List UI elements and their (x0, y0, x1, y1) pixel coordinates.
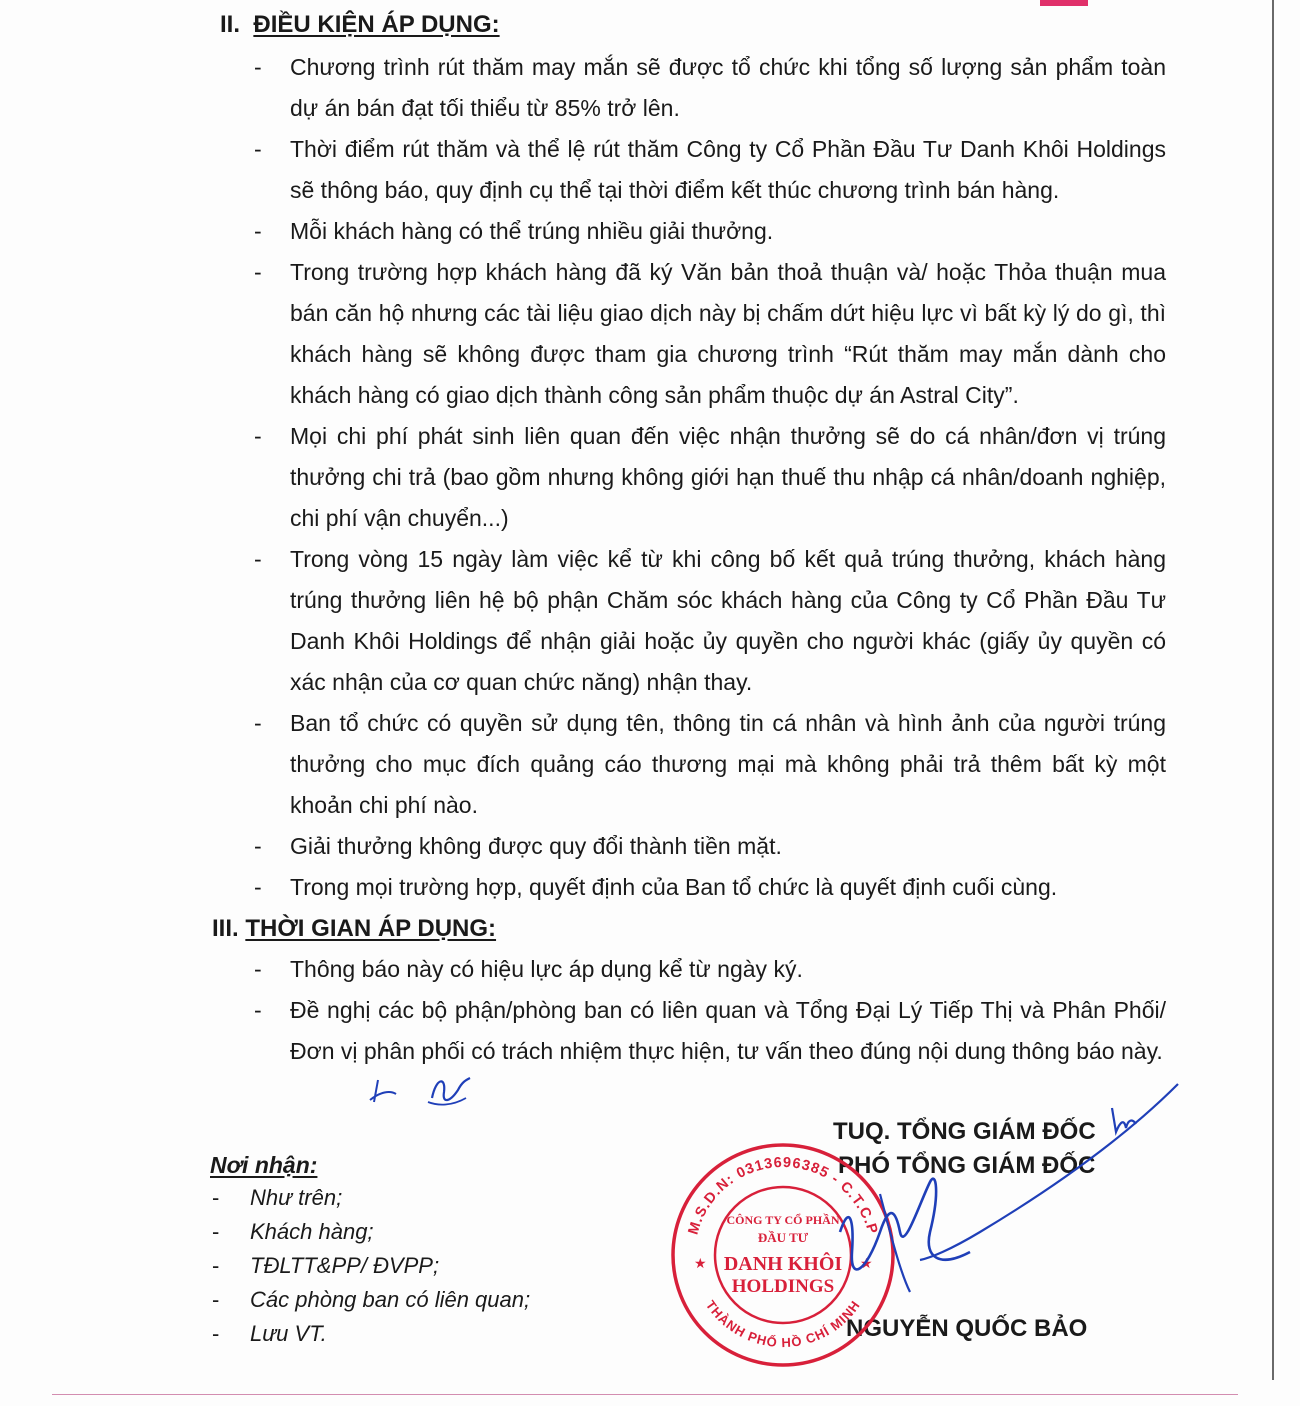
item-text: Mỗi khách hàng có thể trúng nhiều giải thưởng. (290, 218, 774, 244)
svg-text:★: ★ (694, 1256, 707, 1272)
signatory-name: NGUYỄN QUỐC BẢO (846, 1315, 1088, 1342)
signatory-title-2: PHÓ TỔNG GIÁM ĐỐC (838, 1152, 1096, 1179)
page-edge-line (1272, 0, 1274, 1380)
item-text: Đề nghị các bộ phận/phòng ban có liên quan và Tổng Đại Lý Tiếp Thị và Phân Phối/ Đơn vị phân phối có trách nhiệm thực hiện, tư vấn theo đúng nội dung thông báo này. (290, 997, 1166, 1064)
director-signature (780, 1082, 1190, 1312)
item-text: Thông báo này có hiệu lực áp dụng kể từ ngày ký. (290, 956, 803, 982)
section-3-heading (212, 914, 496, 944)
stamp-inner-line-4: HOLDINGS (731, 1276, 835, 1297)
item-text: Thời điểm rút thăm và thể lệ rút thăm Công ty Cổ Phần Đầu Tư Danh Khôi Holdings sẽ thông báo, quy định cụ thể tại thời điểm kết thúc chương trình bán hàng. (290, 136, 1166, 203)
item-text: Mọi chi phí phát sinh liên quan đến việc nhận thưởng sẽ do cá nhân/đơn vị trúng thưởng chi trả (bao gồm nhưng không giới hạn thuế thu nhập cá nhân/doanh nghiệp, chi phí vận chuyển...) (290, 423, 1166, 531)
item-text: Ban tổ chức có quyền sử dụng tên, thông tin cá nhân và hình ảnh của người trúng thưởng cho mục đích quảng cáo thương mại mà không phải trả thêm bất kỳ một khoản chi phí nào. (290, 710, 1166, 818)
section-3-title: THỜI GIAN ÁP DỤNG: (245, 915, 497, 942)
section-2-title: ĐIỀU KIỆN ÁP DỤNG: (253, 11, 500, 38)
recipients-title: Nơi nhận: (210, 1152, 318, 1178)
item-text: Giải thưởng không được quy đổi thành tiền mặt. (290, 833, 782, 859)
svg-text:★: ★ (860, 1256, 873, 1272)
stamp-inner-line-1: CÔNG TY CỔ PHẦN (726, 1213, 840, 1227)
document-page: II. ĐIỀU KIỆN ÁP DỤNG: - Chương trình rút thăm may mắn sẽ được tổ chức khi tổng số lượng sản phẩm toàn dự án bán đạt tối thiểu từ 85% trở lên. - Thời điểm rút thăm và thể lệ rút thăm Công ty Cổ Phần Đầu Tư Danh Khôi Holdings sẽ thông báo, quy định cụ thể tại thời điểm kết thúc chương trình bán hàng. - Mỗi khách hàng có thể trúng nhiều giải thưởng. - Trong trường hợp khách hàng đã ký Văn bản thoả thuận và/ hoặc Thỏa thuận mua bán căn hộ nhưng các tài liệu giao dịch này bị chấm dứt hiệu lực vì bất kỳ lý do gì, thì khách hàng sẽ không được tham gia chương trình “Rút thăm may mắn dành cho khách hàng có giao dịch thành công sản phẩm thuộc dự án Astral City”. - Mọi chi phí phát sinh liên quan đến việc nhận thưởng sẽ do cá nhân/đơn vị trúng thưởng chi trả (bao gồm nhưng không giới hạn thuế thu nhập cá nhân/doanh nghiệp, chi phí vận chuyển...) - Trong vòng 15 ngày làm việc kể từ khi công bố kết quả trúng thưởng, khách hàng trúng thưởng liên hệ bộ phận Chăm sóc khách hàng của Công ty Cổ Phần Đầu Tư Danh Khôi Holdings để nhận giải hoặc ủy quyền cho người khác (giấy ủy quyền có xác nhận của cơ quan chức năng) nhận thay. - Ban tổ chức có quyền sử dụng tên, thông tin cá nhân và hình ảnh của người trúng thưởng cho mục đích quảng cáo thương mại mà không phải trả thêm bất kỳ một khoản chi phí nào. - Giải thưởng không được quy đổi thành tiền mặt. - Trong mọi trường hợp, quyết định của Ban tổ chức là quyết định cuối cùng. III. THỜI GIAN ÁP DỤNG: - Thông báo này có hiệu lực áp dụng kể từ ngày ký. - Đề nghị các bộ phận/phòng ban có liên quan và Tổng Đại Lý Tiếp Thị và Phân Phối/ Đơn vị phân phối có trách nhiệm thực hiện, tư vấn theo đúng nội dung thông báo này. Nơi nhận: - Như trên; - Khách hàng; - TĐLTT&PP/ ĐVPP; - Các phòng ban có liên quan; - Lưu VT. TUQ. TỔNG GIÁM ĐỐC PHÓ TỔNG GIÁM ĐỐC NGUYỄN QUỐC BẢO M.S.D.N: 0313696385 - C.T.C.P THÀNH PHỐ HỒ CHÍ MINH ★ ★ CÔNG TY CỔ PHẦN ĐẦU TƯ DANH KHÔI HOLDINGS (0, 0, 1300, 1406)
signatory-title-1: TUQ. TỔNG GIÁM ĐỐC (833, 1118, 1096, 1145)
initials-signature (366, 1072, 482, 1110)
header-accent-bar (1040, 0, 1088, 6)
stamp-ring-text: M.S.D.N: 0313696385 - C.T.C.P (685, 1154, 881, 1237)
item-text: Trong trường hợp khách hàng đã ký Văn bản thoả thuận và/ hoặc Thỏa thuận mua bán căn hộ nhưng các tài liệu giao dịch này bị chấm dứt hiệu lực vì bất kỳ lý do gì, thì khách hàng sẽ không được tham gia chương trình “Rút thăm may mắn dành cho khách hàng có giao dịch thành công sản phẩm thuộc dự án Astral City”. (290, 259, 1166, 408)
item-text: Trong vòng 15 ngày làm việc kể từ khi công bố kết quả trúng thưởng, khách hàng trúng thưởng liên hệ bộ phận Chăm sóc khách hàng của Công ty Cổ Phần Đầu Tư Danh Khôi Holdings để nhận giải hoặc ủy quyền cho người khác (giấy ủy quyền có xác nhận của cơ quan chức năng) nhận thay. (290, 546, 1166, 695)
section-2-number: II. (220, 11, 241, 38)
footer-line (52, 1394, 1238, 1395)
section-3-number: III. (212, 915, 239, 942)
item-text: Trong mọi trường hợp, quyết định của Ban tổ chức là quyết định cuối cùng. (290, 874, 1058, 900)
stamp-inner-line-2: ĐẦU TƯ (757, 1230, 809, 1245)
item-text: Chương trình rút thăm may mắn sẽ được tổ chức khi tổng số lượng sản phẩm toàn dự án bán đạt tối thiểu từ 85% trở lên. (290, 54, 1166, 121)
stamp-inner-line-3: DANH KHÔI (723, 1253, 843, 1275)
section-2-heading (220, 10, 500, 40)
stamp-bottom-text: THÀNH PHỐ HỒ CHÍ MINH (702, 1297, 864, 1351)
